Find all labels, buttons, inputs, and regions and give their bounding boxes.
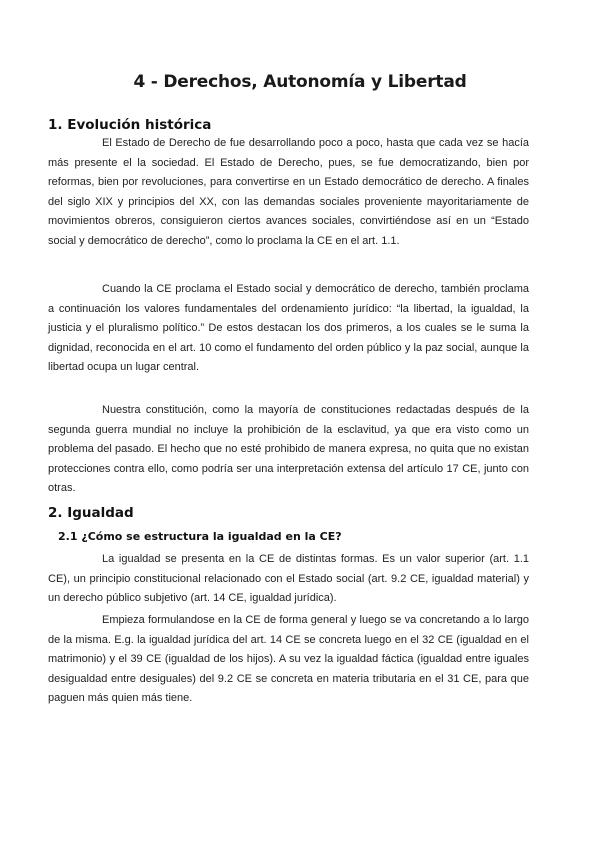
paragraph: Cuando la CE proclama el Estado social y democrático de derecho, también proclama a continuación los valores fundamentales del ordenamiento jurídico: “la libertad, la igualdad, la justicia y el pluralismo político.” De estos destacan los dos primeros, a los cuales se le suma la dignidad, reconocida en el art. 10 como el fundamento del orden público y la paz social, aunque la libertad ocupa un lugar central.: [48, 283, 529, 374]
paragraph: La igualdad se presenta en la CE de distintas formas. Es un valor superior (art. 1.1 CE), un principio constitucional relacionado con el Estado social (art. 9.2 CE, igualdad material) y un derecho público subjetivo (art. 14 CE, igualdad jurídica).: [48, 553, 529, 605]
section-heading-igualdad: 2. Igualdad: [48, 505, 134, 521]
paragraph: Nuestra constitución, como la mayoría de constituciones redactadas después de la segunda guerra mundial no incluye la prohibición de la esclavitud, ya que era visto como un problema del pasado. El hecho que no esté prohibido de manera expresa, no quita que no existan protecciones contra ello, como podría ser una interpretación extensa del artículo 17 CE, junto con otras.: [48, 404, 529, 495]
subsection-heading: 2.1 ¿Cómo se estructura la igualdad en la CE?: [58, 530, 342, 543]
section-heading-evolucion: 1. Evolución histórica: [48, 117, 212, 133]
page-title: 4 - Derechos, Autonomía y Libertad: [133, 72, 467, 92]
paragraph: Empieza formulandose en la CE de forma general y luego se va concretando a lo largo de la misma. E.g. la igualdad jurídica del art. 14 CE se concreta luego en el 32 CE (igualdad en el matrimonio) y el 39 CE (igualdad de los hijos). A su vez la igualdad fáctica (igualdad entre iguales desigualdad entre desiguales) del 9.2 CE se concreta en materia tributaria en el 31 CE, para que paguen más quien más tiene.: [48, 614, 529, 705]
paragraph: El Estado de Derecho de fue desarrollando poco a poco, hasta que cada vez se hacía más presente el la sociedad. El Estado de Derecho, pues, se fue democratizando, bien por reformas, bien por revoluciones, para convertirse en un Estado democrático de derecho. A finales del siglo XIX y principios del XX, con las demandas sociales proveniente mayoritariamente de movimientos obreros, consiguieron ciertos avances sociales, convirtiéndose así en un “Estado social y democrático de derecho”, como lo proclama la CE en el art. 1.1.: [48, 137, 529, 247]
